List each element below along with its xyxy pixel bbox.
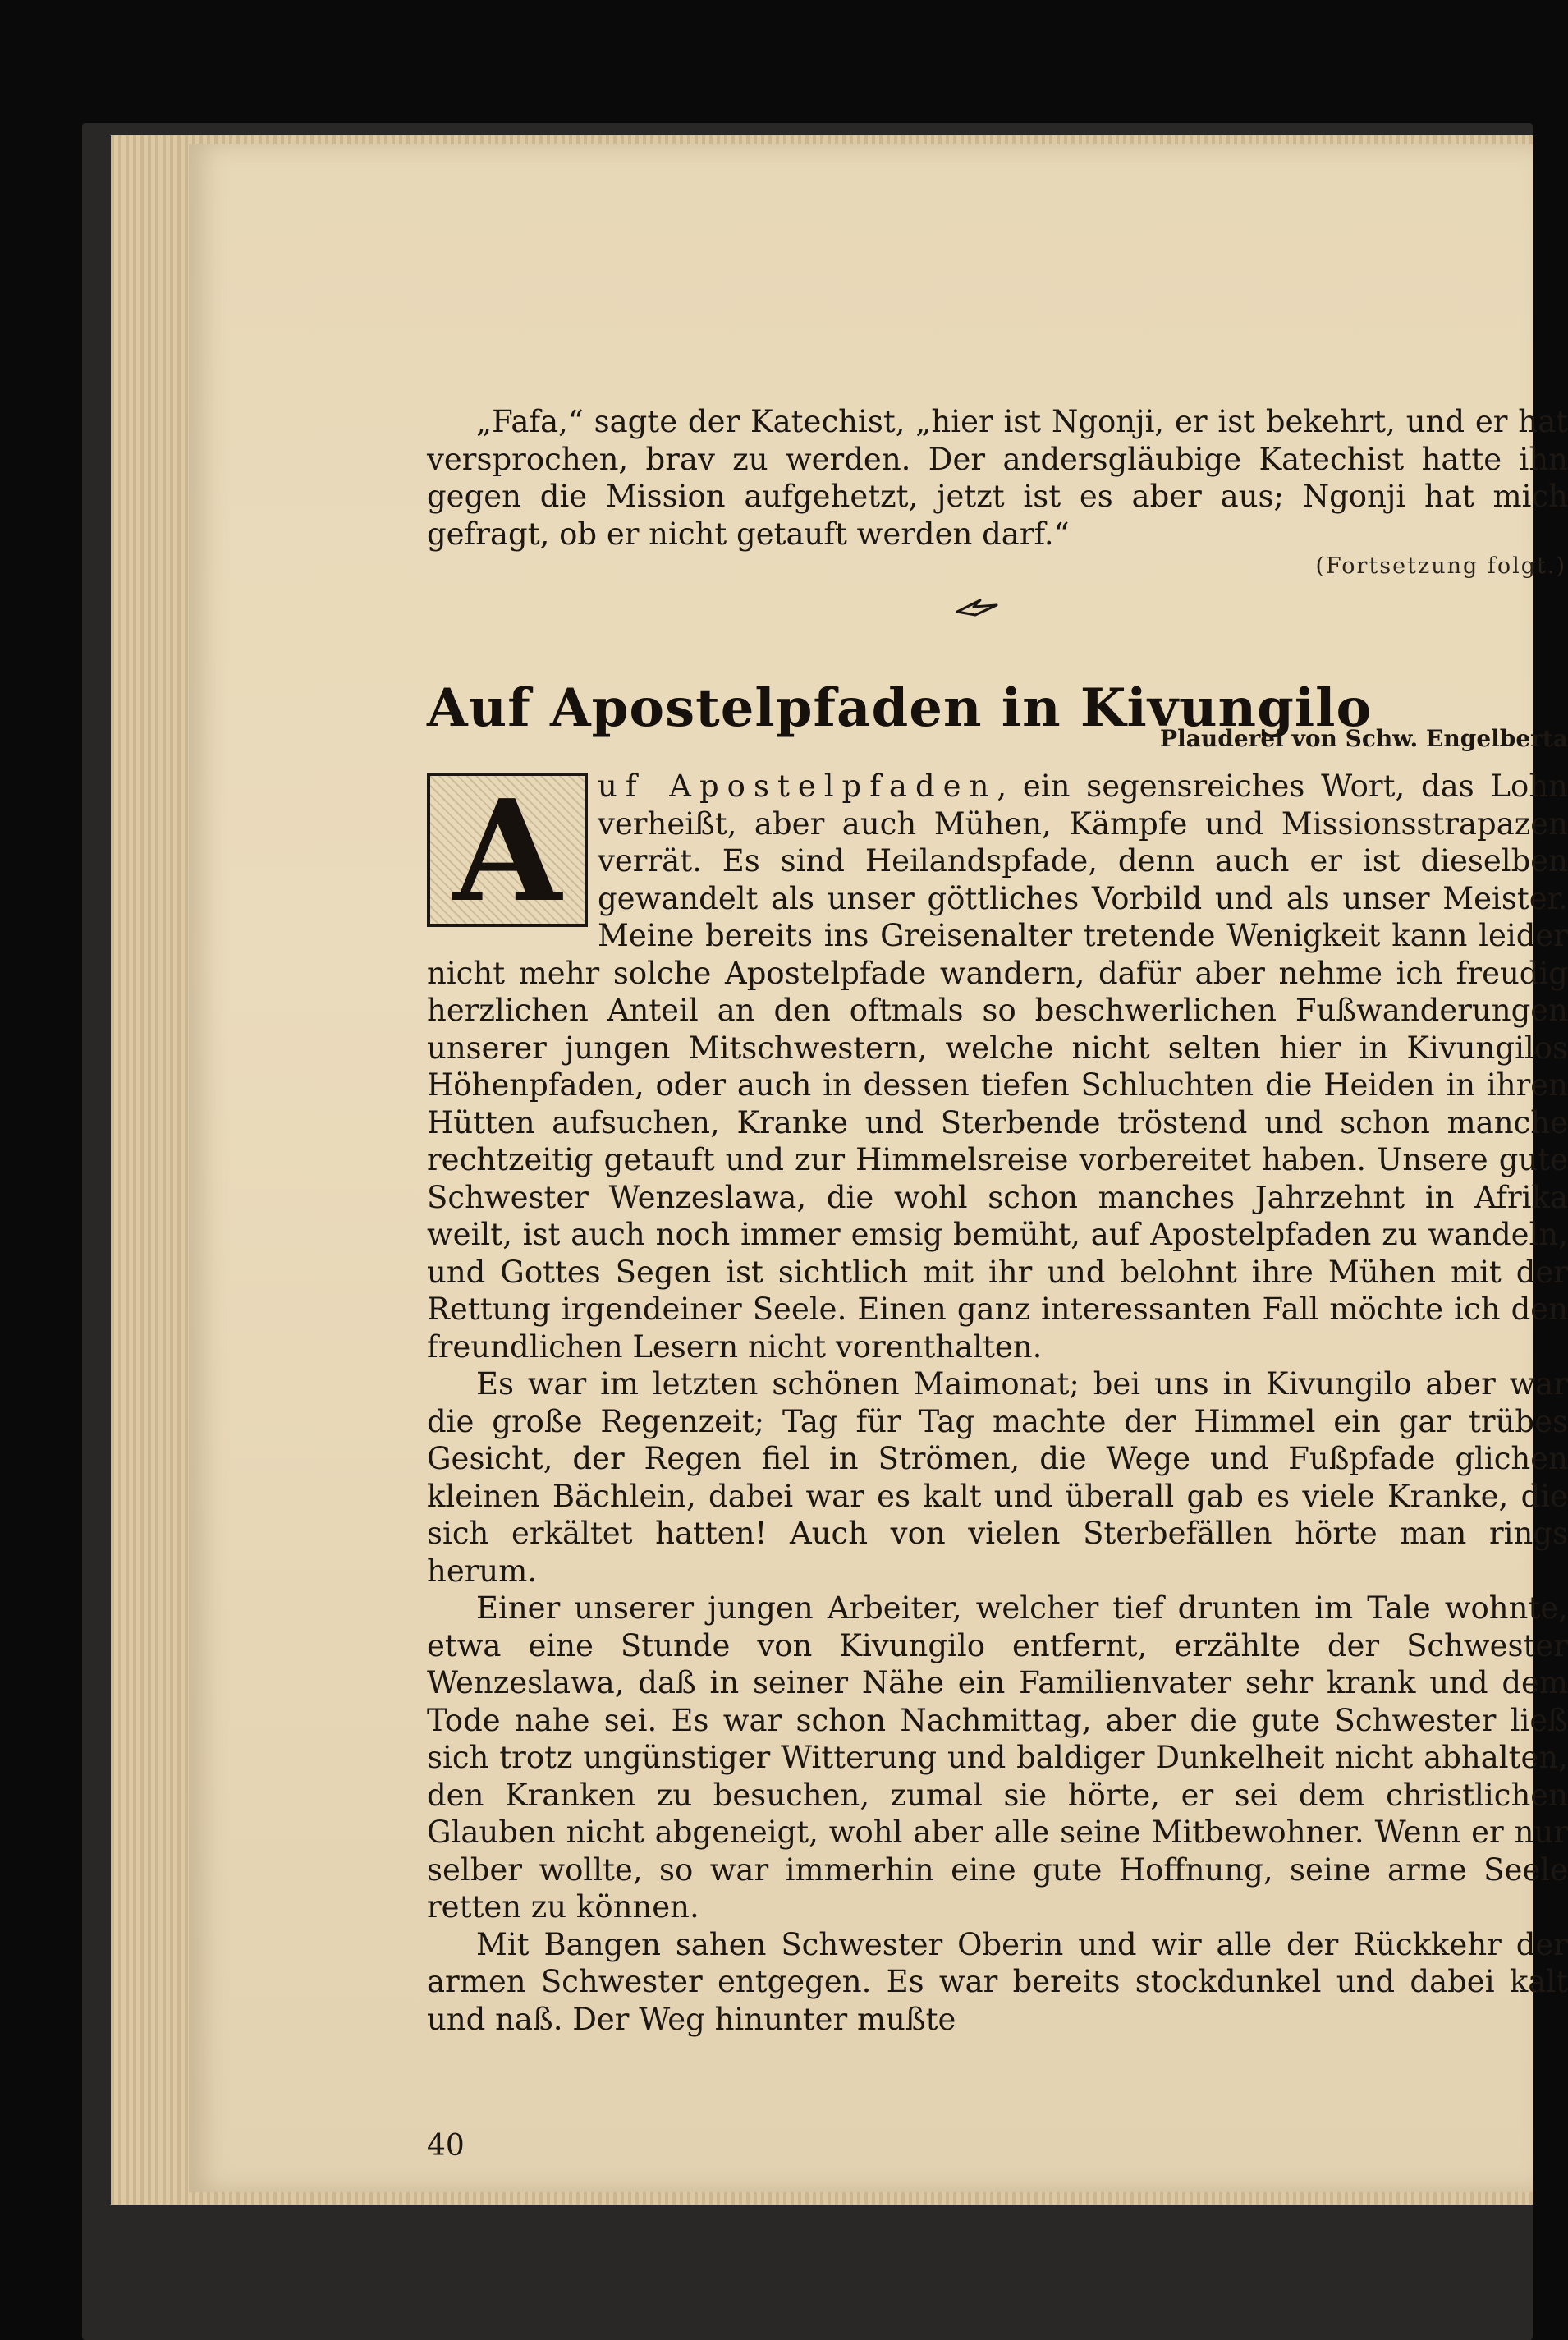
- article-title: Auf Apostelpfaden in Kivungilo: [427, 677, 1373, 739]
- continuation-note: (Fortsetzung folgt.): [1315, 553, 1566, 579]
- drop-cap-ornament: [427, 769, 588, 934]
- article-paragraph: Es war im letzten schönen Maimonat; bei uns in Kivungilo aber war die große Regenzeit; Tag für Tag machte der Himmel ein gar trübes Gesicht, der Regen fiel in Strömen, die Wege und Fußpfade glichen kleinen Bächlein, dabei war es kalt und überall gab es viele Kranke, die sich erkältet hatten! Auch von vielen Sterbefällen hörte man rings herum.: [427, 1366, 1568, 1589]
- article-paragraph: Mit Bangen sahen Schwester Oberin und wir alle der Rückkehr der armen Schwester entgegen. Es war bereits stockdunkel und dabei kalt und naß. Der Weg hinunter mußte: [427, 1926, 1568, 2037]
- drop-cap-letter: A: [453, 769, 562, 934]
- page-number: 40: [427, 2129, 465, 2163]
- article-byline: Plauderei von Schw. Engelberta: [1160, 725, 1568, 752]
- first-words: uf Apostelpfaden: [598, 769, 997, 804]
- article-body: [427, 768, 1568, 2038]
- ornament-divider-icon: [952, 594, 1002, 620]
- article-paragraph: [427, 768, 1568, 1365]
- article-paragraph: Einer unserer jungen Arbeiter, welcher tief drunten im Tale wohnte, etwa eine Stunde von Kivungilo entfernt, erzählte der Schwester Wenzeslawa, daß in seiner Nähe ein Familienvater sehr krank und dem Tode nahe sei. Es war schon Nachmittag, aber die gute Schwester ließ sich trotz ungünstiger Witterung und baldiger Dunkelheit nicht abhalten, den Kranken zu besuchen, zumal sie hörte, er sei dem christlichen Glauben nicht abgeneigt, wohl aber alle seine Mitbewohner. Wenn er nur selber wollte, so war immerhin eine gute Hoffnung, seine arme Seele retten zu können.: [427, 1590, 1568, 1925]
- article-paragraph-text: , ein segensreiches Wort, das Lohn verheißt, aber auch Mühen, Kämpfe und Missionsstrapazen verrät. Es sind Heilandspfade, denn auch er ist dieselben gewandelt als unser göttliches Vorbild und als unser Meister. Meine bereits ins Greisenalter tretende Wenigkeit kann leider nicht mehr solche Apostelpfade wandern, dafür aber nehme ich freudig herzlichen Anteil an den oftmals so beschwerlichen Fußwanderungen unserer jungen Mitschwestern, welche nicht selten hier in Kivungilos Höhenpfaden, oder auch in dessen tiefen Schluchten die Heiden in ihren Hütten aufsuchen, Kranke und Sterbende tröstend und schon manche rechtzeitig getauft und zur Himmelsreise vorbereitet haben. Unsere gute Schwester Wenzeslawa, die wohl schon manches Jahrzehnt in Afrika weilt, ist auch noch immer emsig bemüht, auf Apostelpfaden zu wandeln, und Gottes Segen ist sichtlich mit ihr und belohnt ihre Mühen mit der Rettung irgendeiner Seele. Einen ganz interessanten Fall möchte ich den freundlichen Lesern nicht vorenthalten.: [427, 769, 1568, 1365]
- book-page: [189, 144, 1568, 2192]
- previous-article-ending: [427, 403, 1568, 553]
- previous-article-paragraph: „Fafa,“ sagte der Katechist, „hier ist Ngonji, er ist bekehrt, und er hat versprochen, brav zu werden. Der andersgläubige Katechist hatte ihn gegen die Mission aufgehetzt, jetzt ist es aber aus; Ngonji hat mich gefragt, ob er nicht getauft werden darf.“: [427, 404, 1568, 552]
